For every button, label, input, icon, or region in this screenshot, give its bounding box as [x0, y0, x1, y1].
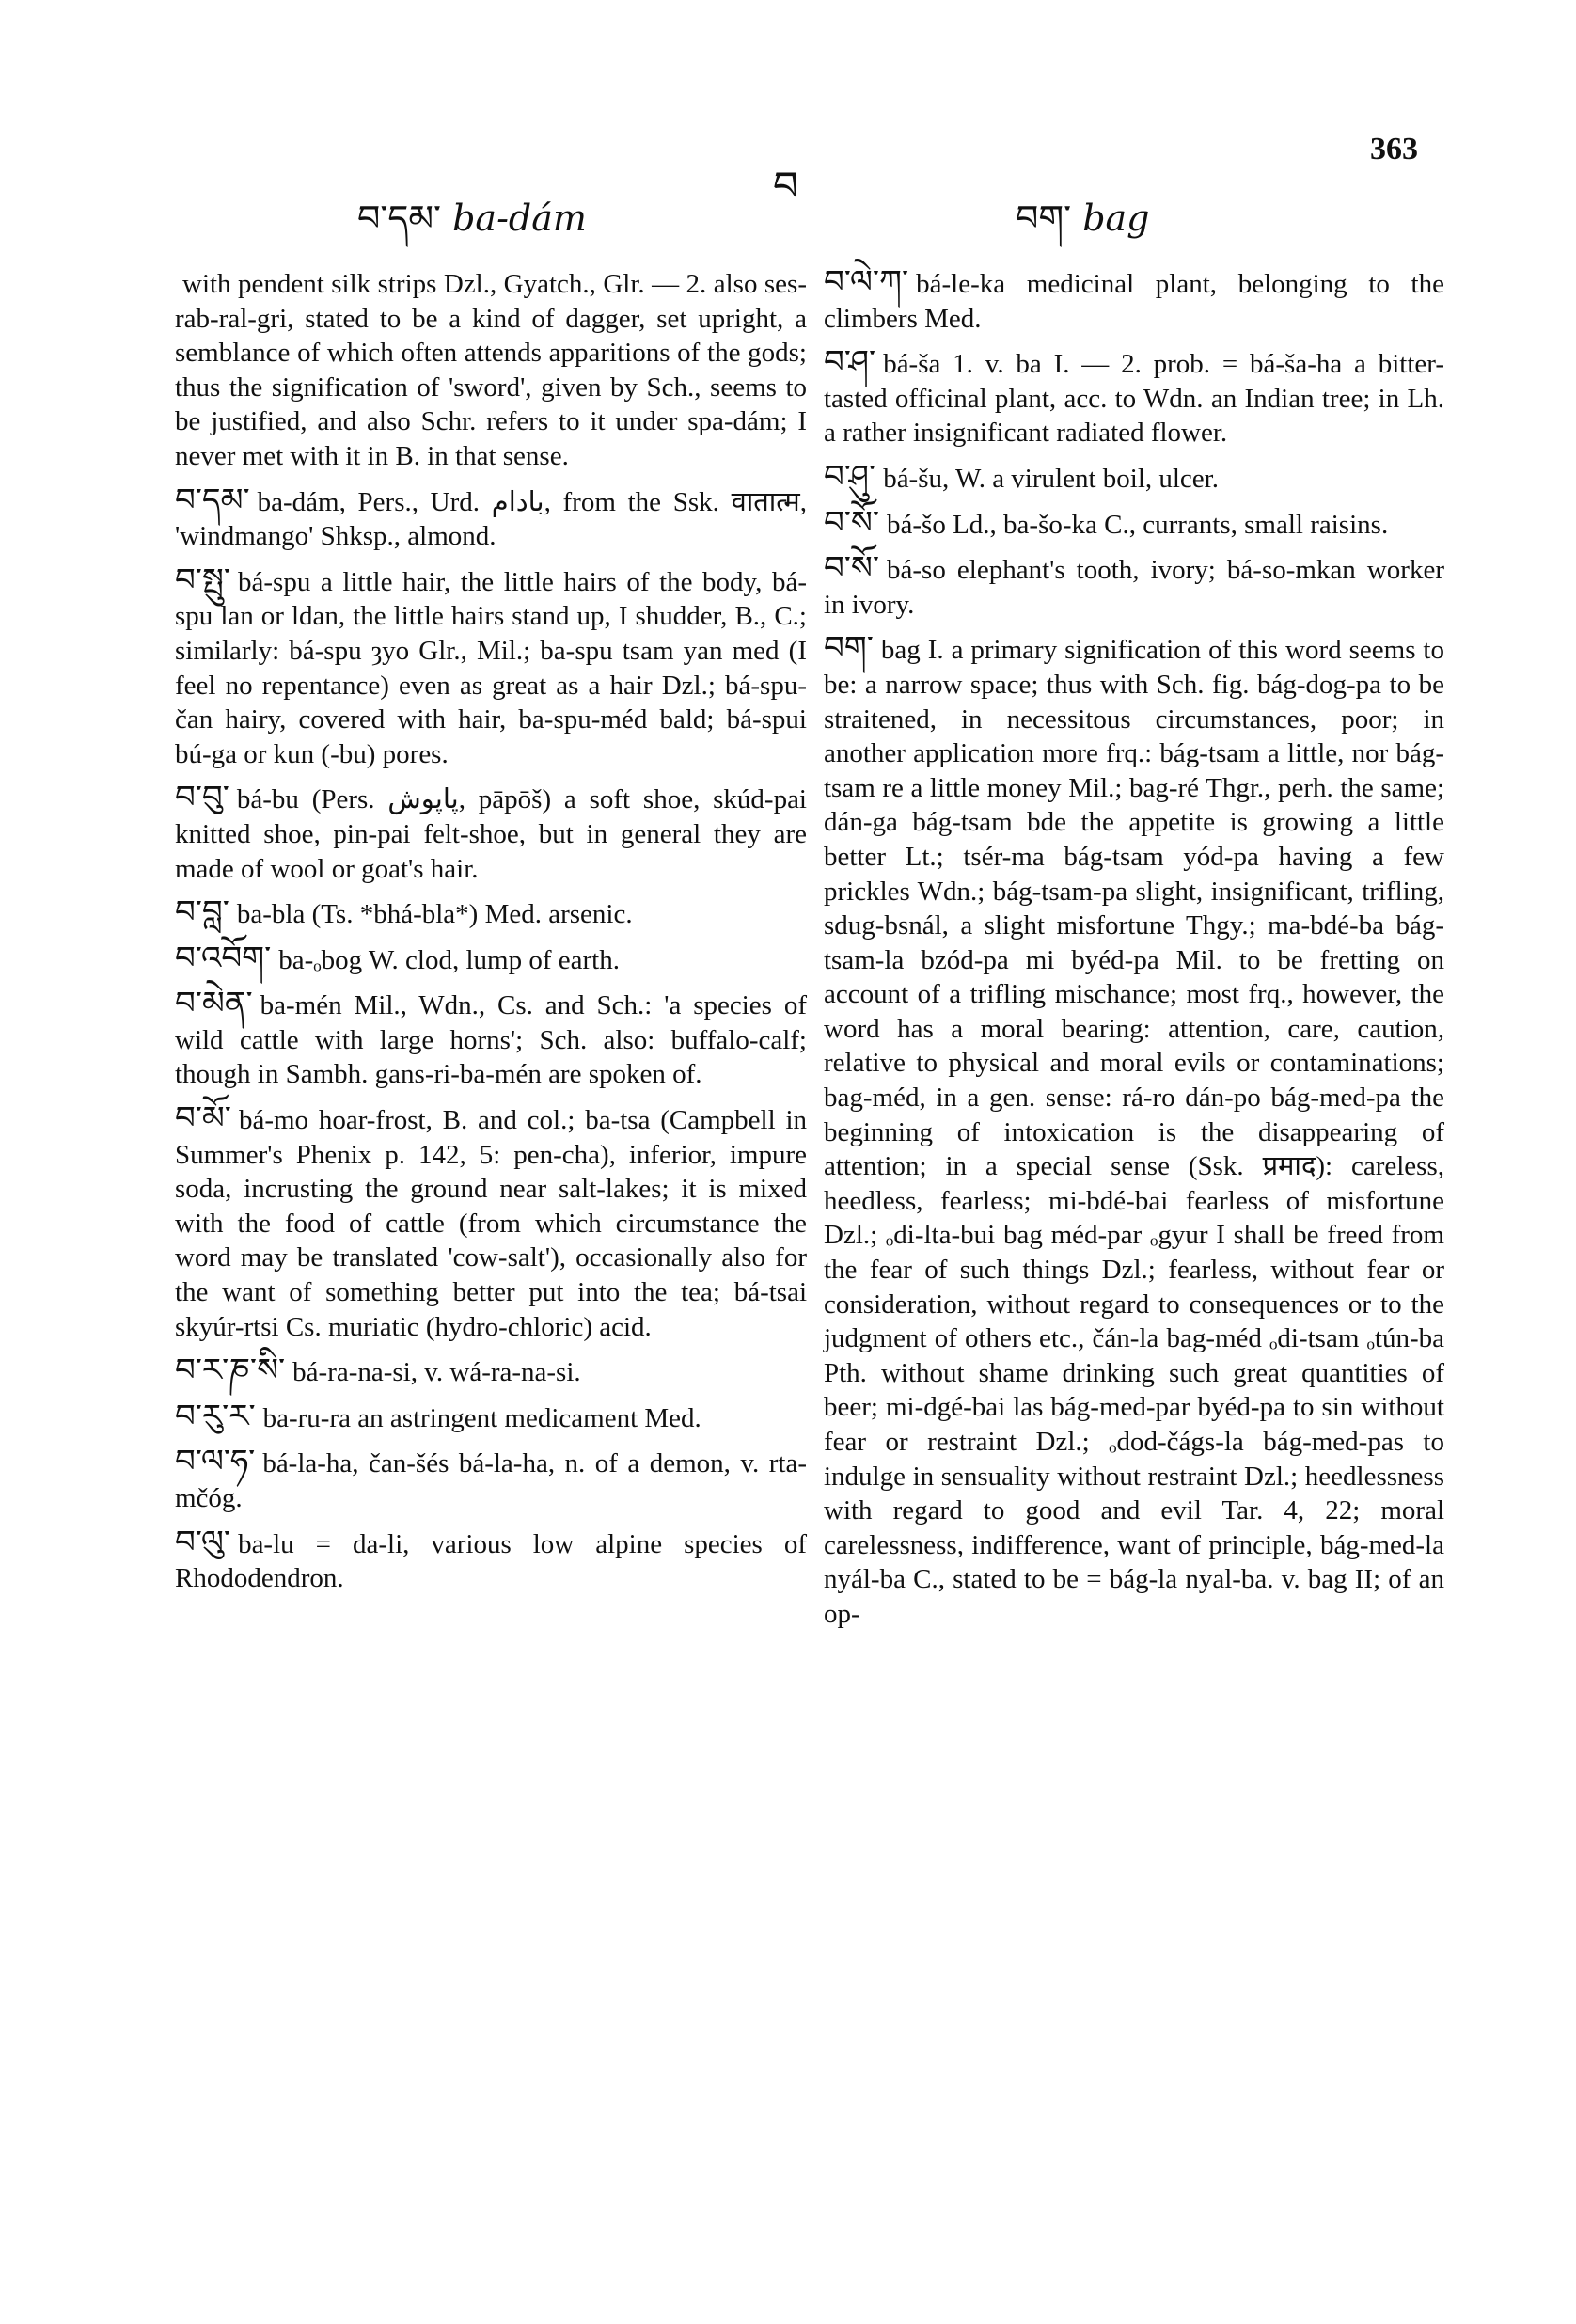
header-left-translit: ba-dám: [452, 198, 587, 239]
entry-headword: བ་ལུ་: [175, 1523, 231, 1561]
entry-text: bag I. a primary signification of this word seems to be: a narrow space; thus with Sch. fig. bág-dog-pa to be straitened, in necessitous circumstances, poor; in another application more frq.: bág-tsam a little, nor bág-tsam re a little money Mil.; bag-ré Thgr., perh. the same; dán-ga bág-tsam bde the appetite is growing a little better Lt.; tsér-ma bág-tsam yód-pa having a few prickles Wdn.; bág-tsam-pa slight, insignificant, trifling, sdug-bsnál, a slight misfortune Thgy.; ma-bdé-ba bág-tsam-la bzód-pa mi byéd-pa Mil. to be fretting on account of a trifling mischance; most frq., however, the word has a moral bearing: attention, care, caution, relative to physical and moral evils or contaminations; bag-méd, in a gen. sense: rá-ro dán-po bág-med-pa the beginning of intoxication is the disappearing of attention; in a special sense (Ssk. प्रमाद): careless, heedless, fearless; mi-bdé-bai fearless of misfortune Dzl.; ₒdi-lta-bui bag méd-par ₒgyur I shall be freed from the fear of such things Dzl.; fearless, without fear or consideration, without regard to consequences or to the judgment of others etc., čán-la bag-méd ₒdi-tsam ₒtún-ba Pth. without shame drinking such great quantities of beer; mi-dgé-bai las bág-med-par byéd-pa to sin without fear or restraint Dzl.; ₒdod-čágs-la bág-med-pas to indulge in sensuality without restraint Dzl.; heedlessness with regard to good and evil Tar. 4, 22; moral carelessness, indifference, want of principle, bág-med-la nyál-ba C., stated to be = bág-la nyal-ba. v. bag II; of an op-: [824, 635, 1444, 1629]
dictionary-entry: [175, 1101, 807, 1344]
entry-text: bá-so elephant's tooth, ivory; bá-so-mkan worker in ivory.: [824, 555, 1444, 620]
entry-headword: བ་སྤུ་: [175, 561, 231, 599]
dictionary-entry: [175, 987, 807, 1092]
dictionary-entry: [824, 345, 1444, 451]
dictionary-entry: [175, 895, 807, 932]
dictionary-entry: [175, 781, 807, 886]
entry-headword: བ་སོ་: [824, 503, 880, 542]
entry-text: with pendent silk strips Dzl., Gyatch., Glr. — 2. also ses-rab-ral-gri, stated to be a kind of dagger, set upright, a semblance of which often attends apparitions of the gods; thus the signification of 'sword', given by Sch., seems to be justified, and also Schr. refers to it under spa-dám; I never met with it in B. in that sense.: [175, 269, 807, 471]
running-header: [0, 0, 1576, 239]
entry-headword: བ་རུ་ར་: [175, 1397, 256, 1435]
dictionary-entry: [824, 265, 1444, 336]
entry-text: bá-šo Ld., ba-šo-ka C., currants, small raisins.: [887, 509, 1389, 540]
dictionary-entry: [175, 1523, 807, 1596]
entry-text: bá-mo hoar-frost, B. and col.; ba-tsa (Campbell in Summer's Phenix p. 142, 5: pen-cha), inferior, impure soda, incrusting the ground near salt-lakes; it is mixed with the food of cattle (from which circumstance the word may be translated 'cow-salt'), occasionally also for the want of something better put into the tea; bá-tsai skyúr-rtsi Cs. muriatic (hydro-chloric) acid.: [175, 1105, 807, 1342]
dictionary-entry: [175, 1399, 807, 1436]
entry-text: ba-mén Mil., Wdn., Cs. and Sch.: 'a species of wild cattle with large horns'; Sch. also: buffalo-calf; though in Sambh. gans-ri-ba-mén are spoken of.: [175, 990, 807, 1090]
entry-text: bá-ša 1. v. ba I. — 2. prob. = bá-ša-ha a bitter-tasted officinal plant, acc. to Wdn. an Indian tree; in Lh. a rather insignificant radiated flower.: [824, 349, 1444, 449]
entry-text: ba-lu = da-li, various low alpine species of Rhododendron.: [175, 1528, 807, 1594]
header-left-tibetan: བ་དམ་: [357, 198, 441, 239]
entry-text: ba-dám, Pers., Urd. بادام, from the Ssk. वातात्म, 'windmango' Shksp., almond.: [175, 486, 807, 552]
header-right-tibetan: བག་: [1016, 198, 1072, 239]
dictionary-entry: [175, 1445, 807, 1515]
entry-text: ba-ₒbog W. clod, lump of earth.: [278, 944, 620, 975]
entry-text: bá-la-ha, čan-šés bá-la-ha, n. of a demon, v. rta-mčóg.: [175, 1448, 807, 1513]
header-left: [357, 179, 587, 279]
header-center-letter: བ: [773, 163, 798, 209]
dictionary-entry: [175, 265, 807, 474]
entry-headword: བ་བུ་: [175, 779, 229, 817]
header-right-translit: bag: [1082, 198, 1150, 239]
entry-headword: བ་མོ་: [175, 1099, 231, 1138]
entry-headword: བ་ར་ཎ་སི་: [175, 1352, 286, 1390]
left-column: [175, 265, 807, 1605]
entry-headword: བ་མེན་: [175, 985, 253, 1023]
entry-text: ba-ru-ra an astringent medicament Med.: [262, 1402, 701, 1433]
entry-headword: བ་ཤུ་: [824, 457, 876, 496]
entry-text: bá-ra-na-si, v. wá-ra-na-si.: [292, 1357, 581, 1388]
dictionary-entry: [824, 631, 1444, 1631]
entry-text: bá-le-ka medicinal plant, belonging to the climbers Med.: [824, 269, 1444, 334]
entry-headword: བ་ལ་ཧ་: [175, 1443, 256, 1481]
dictionary-entry: [175, 483, 807, 554]
entry-headword: བ་སོ་: [824, 549, 880, 588]
dictionary-entry: [824, 503, 1444, 543]
entry-headword: བ་དམ་: [175, 481, 250, 519]
entry-text: bá-bu (Pers. پاپوش, pāpōš) a soft shoe, skúd-pai knitted shoe, pin-pai felt-shoe, but in general they are made of wool or goat's hair.: [175, 784, 807, 884]
dictionary-entry: [175, 1353, 807, 1390]
entry-text: bá-spu a little hair, the little hairs of the body, bá-spu lan or ldan, the little hairs stand up, I shudder, B., C.; similarly: bá-spu ȝyo Glr., Mil.; ba-spu tsam yan med (I feel no repentance) even as great as a hair Dzl.; bá-spu-čan hairy, covered with hair, ba-spu-méd bald; bá-spui bú-ga or kun (-bu) pores.: [175, 566, 807, 769]
entry-headword: བ་ལེ་ཀ་: [824, 263, 909, 301]
dictionary-entry: [824, 457, 1444, 497]
entry-headword: བ་ཤ་: [824, 343, 876, 382]
entry-headword: བག་: [824, 629, 874, 668]
entry-text: bá-šu, W. a virulent boil, ulcer.: [883, 463, 1219, 494]
page-number: 363: [1370, 132, 1418, 166]
header-right: [1016, 179, 1150, 279]
entry-headword: བ་འབོག་: [175, 939, 272, 977]
dictionary-entry: [175, 941, 807, 978]
entry-headword: བ་བླ་: [175, 893, 229, 932]
entry-text: ba-bla (Ts. *bhá-bla*) Med. arsenic.: [236, 899, 633, 930]
dictionary-entry: [175, 563, 807, 772]
dictionary-entry: [824, 551, 1444, 622]
right-column: [824, 265, 1444, 1641]
